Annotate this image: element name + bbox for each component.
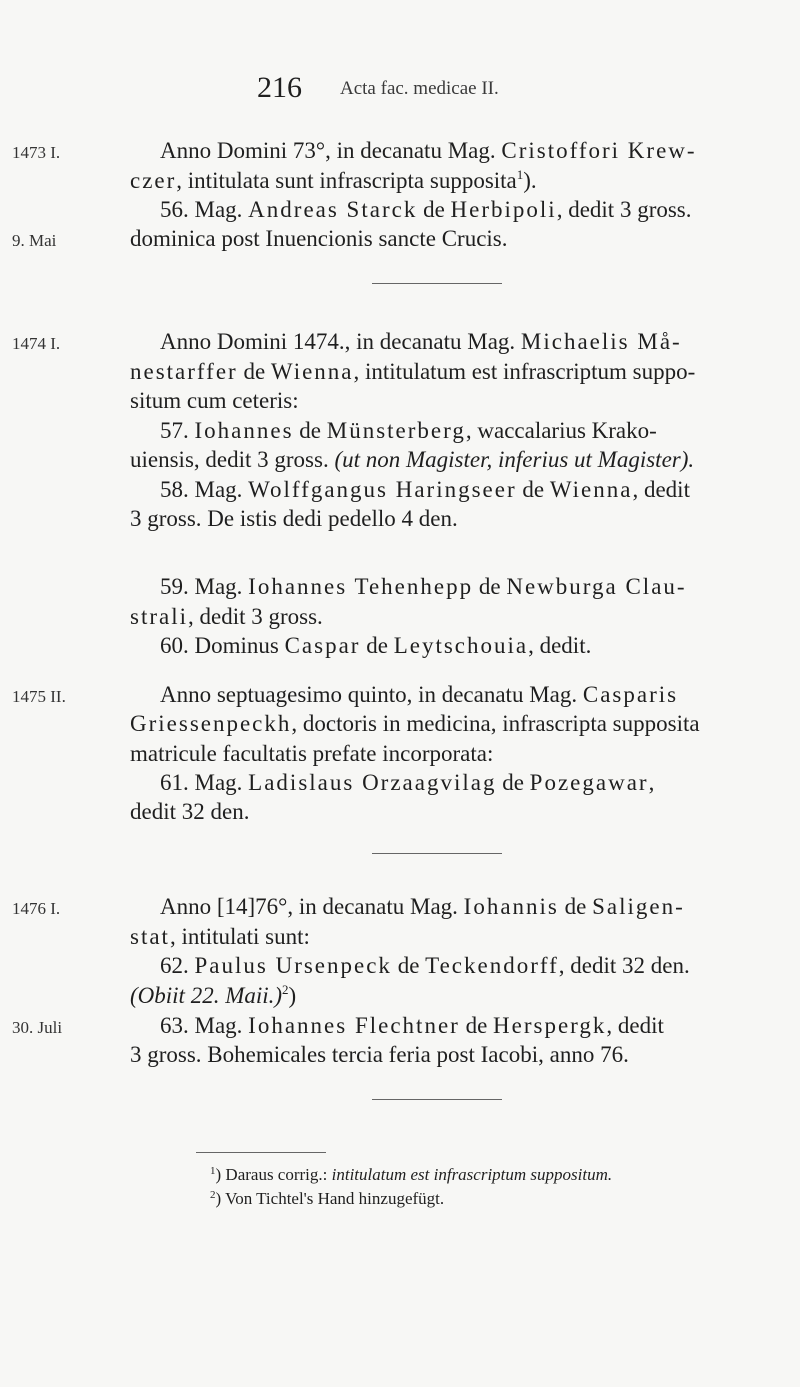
text-line: dedit 32 den. [130, 799, 250, 824]
page-number: 216 [257, 71, 302, 104]
text-line: uiensis, dedit 3 gross. (ut non Magister, inferius ut Magister). [130, 447, 695, 472]
text-line: dominica post Inuencionis sancte Crucis. [130, 226, 508, 251]
text-line: 59. Mag. Iohannes Tehenhepp de Newburga Clau- [160, 574, 687, 599]
page-header [0, 68, 800, 108]
text-line: 60. Dominus Caspar de Leytschouia, dedit. [160, 633, 592, 658]
text-line: 3 gross. Bohemicales tercia feria post Iacobi, anno 76. [130, 1042, 629, 1067]
text-line: situm cum ceteris: [130, 388, 299, 413]
text-line: 3 gross. De istis dedi pedello 4 den. [130, 506, 458, 531]
footnote-separator [196, 1152, 326, 1153]
text-line: czer, intitulata sunt infrascripta supposita$^1$). [130, 167, 537, 193]
text-line: 61. Mag. Ladislaus Orzaagvilag de Pozegawar, [160, 770, 655, 795]
margin-date: 1473 I. [12, 143, 61, 162]
text-line: 63. Mag. Iohannes Flechtner de Herspergk, dedit [160, 1013, 664, 1038]
section-divider [372, 283, 502, 284]
text-line: matricule facultatis prefate incorporata: [130, 741, 494, 766]
section-divider [372, 853, 502, 854]
text-line: Anno septuagesimo quinto, in decanatu Mag. Casparis [160, 682, 679, 707]
footnote-ref: 1 [516, 167, 524, 182]
text-line: 62. Paulus Ursenpeck de Teckendorff, dedit 32 den. [160, 953, 690, 978]
text-line: Anno Domini 73°, in decanatu Mag. Cristoffori Krew- [160, 138, 697, 163]
section-divider [372, 1099, 502, 1100]
footnote-ref: 2 [282, 982, 289, 997]
footnote: $^2$) Von Tichtel's Hand hinzugefügt. [210, 1189, 445, 1208]
text-line: 58. Mag. Wolffgangus Haringseer de Wienna, dedit [160, 477, 690, 502]
text-line: nestarffer de Wienna, intitulatum est infrascriptum suppo- [130, 359, 696, 384]
text-line: stat, intitulati sunt: [130, 924, 310, 949]
text-line: Anno Domini 1474., in decanatu Mag. Michaelis Må- [160, 329, 682, 354]
text-line: 56. Mag. Andreas Starck de Herbipoli, dedit 3 gross. [160, 197, 692, 222]
text-line: 57. Iohannes de Münsterberg, waccalarius Krako- [160, 418, 657, 443]
footnote: $^1$) Daraus corrig.: intitulatum est infrascriptum suppositum. [210, 1165, 613, 1184]
margin-date: 1476 I. [12, 899, 61, 918]
margin-date: 30. Juli [12, 1018, 63, 1037]
text-line: Anno [14]76°, in decanatu Mag. Iohannis de Saligen- [160, 894, 685, 919]
margin-date: 9. Mai [12, 231, 57, 250]
text-line: strali, dedit 3 gross. [130, 604, 323, 629]
margin-date: 1474 I. [12, 334, 61, 353]
margin-date: 1475 II. [12, 687, 66, 706]
text-line: (Obiit 22. Maii.)$^2$) [130, 982, 297, 1008]
running-head: Acta fac. medicae II. [340, 78, 499, 99]
text-line: Griessenpeckh, doctoris in medicina, infrascripta supposita [130, 711, 700, 736]
